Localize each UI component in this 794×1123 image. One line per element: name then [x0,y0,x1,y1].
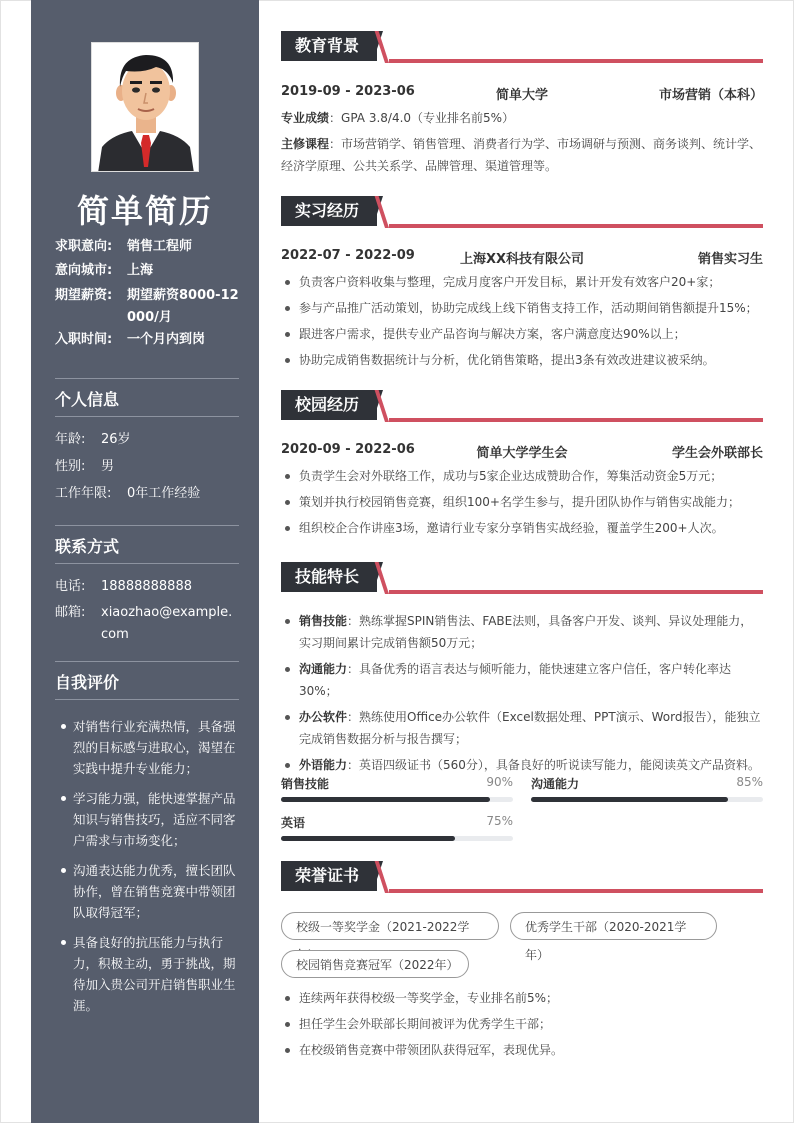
campus-header [281,390,763,420]
divider [55,661,239,662]
date-range: 2019-09 - 2023-06 [281,84,415,99]
honors-list [281,987,763,1065]
list-item: 协助完成销售数据统计与分析，优化销售策略，提出3条有效改进建议被采纳。 [281,349,763,371]
divider [55,416,239,417]
list-item: 跟进客户需求，提供专业产品咨询与解决方案，客户满意度达90%以上； [281,323,763,345]
resume-title: 简单简历 [76,192,213,230]
section-title: 技能特长 [281,562,377,592]
section-title: 实习经历 [281,196,377,226]
honor-tag: 校园销售竞赛冠军（2022年） [281,950,469,978]
field-label: 工作年限: [55,486,112,501]
score-value: GPA 3.8/4.0（专业排名前5%） [341,111,515,125]
list-item: 负责客户资料收集与整理，完成月度客户开发目标，累计开发有效客户20+家； [281,271,763,293]
honor-tag: 优秀学生干部（2020-2021学年） [510,912,717,940]
field-label: 入职时间: [55,332,113,347]
field-value: 一个月内到岗 [127,332,206,347]
section-title: 荣誉证书 [281,861,377,891]
email-row [55,602,237,646]
internship-row [281,248,763,268]
list-item: 具备良好的抗压能力与执行力，积极主动，勇于挑战，期待加入贵公司开启销售职业生涯。 [55,932,245,1016]
skill-bar-percent: 85% [736,775,763,789]
field-label: 意向城市: [55,263,113,278]
personal-row [55,456,241,478]
contact-title: 联系方式 [55,537,120,556]
skill-bar-track [281,836,513,841]
field-label: 邮箱: [55,605,86,620]
list-item: 参与产品推广活动策划，协助完成线上线下销售支持工作，活动期间销售额提升15%； [281,297,763,319]
divider [55,699,239,700]
section-title: 校园经历 [281,390,377,420]
skill-bar [281,814,513,848]
list-item: 外语能力：英语四级证书（560分），具备良好的听说读写能力，能阅读英文产品资料。 [281,754,763,776]
campus-list [281,465,763,543]
divider [55,563,239,564]
field-label: 电话: [55,579,86,594]
skill-bar-percent: 90% [486,775,513,789]
skill-bar [531,775,763,809]
honors-header [281,861,763,891]
phone-row [55,576,241,598]
internship-list [281,271,763,375]
major: 市场营销（本科） [658,88,763,103]
profile-photo [91,42,199,172]
divider [55,525,239,526]
skill-text: 具备优秀的语言表达与倾听能力，能快速建立客户信任，客户转化率达30%； [299,662,732,698]
skill-label: 办公软件 [299,710,348,724]
header-accent-line [389,59,763,63]
email-value: xiaozhao@example.com [101,605,233,642]
list-item: 策划并执行校园销售竞赛，组织100+名学生参与，提升团队协作与销售实战能力； [281,491,763,513]
course-value: 市场营销学、销售管理、消费者行为学、市场调研与预测、商务谈判、统计学、经济学原理、公共关系学、品牌管理、渠道管理等。 [281,137,762,173]
list-item: 负责学生会对外联络工作，成功与5家企业达成赞助合作，筹集活动资金5万元； [281,465,763,487]
skill-text: 英语四级证书（560分），具备良好的听说读写能力，能阅读英文产品资料。 [359,758,760,772]
date-range: 2020-09 - 2022-06 [281,442,415,457]
field-value: 上海 [127,263,154,278]
education-courses: 主修课程：市场营销学、销售管理、消费者行为学、市场调研与预测、商务谈判、统计学、经济学原理、公共关系学、品牌管理、渠道管理等。 [281,137,762,173]
header-accent-line [389,224,763,228]
score-label: 专业成绩 [281,111,330,125]
list-item: 连续两年获得校级一等奖学金，专业排名前5%； [281,987,763,1009]
campus-row [281,442,763,462]
list-item: 在校级销售竞赛中带领团队获得冠军，表现优异。 [281,1039,763,1061]
skill-text: 熟练使用Office办公软件（Excel数据处理、PPT演示、Word报告），能独立完成销售数据分析与报告撰写； [299,710,761,746]
skill-bar-track [531,797,763,802]
skill-bar [281,775,513,809]
personal-info-title: 个人信息 [55,390,120,409]
section-title: 教育背景 [281,31,377,61]
date-range: 2022-07 - 2022-09 [281,248,415,263]
list-item: 对销售行业充满热情，具备强烈的目标感与进取心，渴望在实践中提升专业能力； [55,716,245,779]
skill-label: 沟通能力 [299,662,348,676]
header-accent-line [389,418,763,422]
header-accent-line [389,889,763,893]
course-label: 主修课程 [281,137,330,151]
field-label: 性别: [55,459,86,474]
skill-bar-fill [281,797,490,802]
sidebar [31,0,259,1123]
skill-text: 熟练掌握SPIN销售法、FABE法则，具备客户开发、谈判、异议处理能力，实习期间累计完成销售额50万元； [299,614,753,650]
education-header [281,31,763,61]
self-eval-list [55,716,245,1025]
avatar-illustration [92,43,199,172]
education-row [281,84,763,104]
org-name: 简单大学学生会 [476,446,568,461]
list-item: 沟通能力：具备优秀的语言表达与倾听能力，能快速建立客户信任，客户转化率达30%； [281,658,763,702]
personal-row [55,429,241,451]
list-item: 办公软件：熟练使用Office办公软件（Excel数据处理、PPT演示、Word报告），能独立完成销售数据分析与报告撰写； [281,706,763,750]
intent-row [55,329,247,351]
skill-label: 销售技能 [299,614,348,628]
field-value: 期望薪资8000-12000/月 [127,288,239,325]
list-item: 沟通表达能力优秀，擅长团队协作，曾在销售竞赛中带领团队取得冠军； [55,860,245,923]
skills-header [281,562,763,592]
skill-bar-track [281,797,513,802]
field-label: 求职意向: [55,239,113,254]
field-label: 期望薪资: [55,288,113,303]
header-accent-line [389,590,763,594]
list-item: 学习能力强，能快速掌握产品知识与销售技巧，适应不同客户需求与市场变化； [55,788,245,851]
intent-row [55,285,247,329]
field-value: 0年工作经验 [127,486,201,501]
skill-bar-name: 英语 [281,816,306,830]
self-eval-title: 自我评价 [55,673,120,692]
field-value: 销售工程师 [127,239,193,254]
honor-tag: 校级一等奖学金（2021-2022学 [281,912,499,940]
list-item: 担任学生会外联部长期间被评为优秀学生干部； [281,1013,763,1035]
company-name: 上海XX科技有限公司 [459,252,585,267]
field-value: 26岁 [101,432,131,447]
intent-row [55,260,247,282]
personal-row [55,483,241,505]
skills-list [281,610,763,780]
list-item: 组织校企合作讲座3场，邀请行业专家分享销售实战经验，覆盖学生200+人次。 [281,517,763,539]
skill-bar-name: 沟通能力 [531,777,580,791]
list-item: 销售技能：熟练掌握SPIN销售法、FABE法则，具备客户开发、谈判、异议处理能力，实习期间累计完成销售额50万元； [281,610,763,654]
intent-row [55,236,247,258]
field-value: 男 [101,459,115,474]
job-role: 学生会外联部长 [671,446,763,461]
skill-bar-percent: 75% [486,814,513,828]
skill-bar-name: 销售技能 [281,777,330,791]
job-role: 销售实习生 [697,252,763,267]
education-score: 专业成绩：GPA 3.8/4.0（专业排名前5%） [281,111,515,125]
skill-label: 外语能力 [299,758,348,772]
phone-value: 18888888888 [101,579,192,594]
divider [55,378,239,379]
skill-bar-fill [531,797,728,802]
internship-header [281,196,763,226]
skill-bar-fill [281,836,455,841]
field-label: 年龄: [55,432,86,447]
school-name: 简单大学 [495,88,548,103]
